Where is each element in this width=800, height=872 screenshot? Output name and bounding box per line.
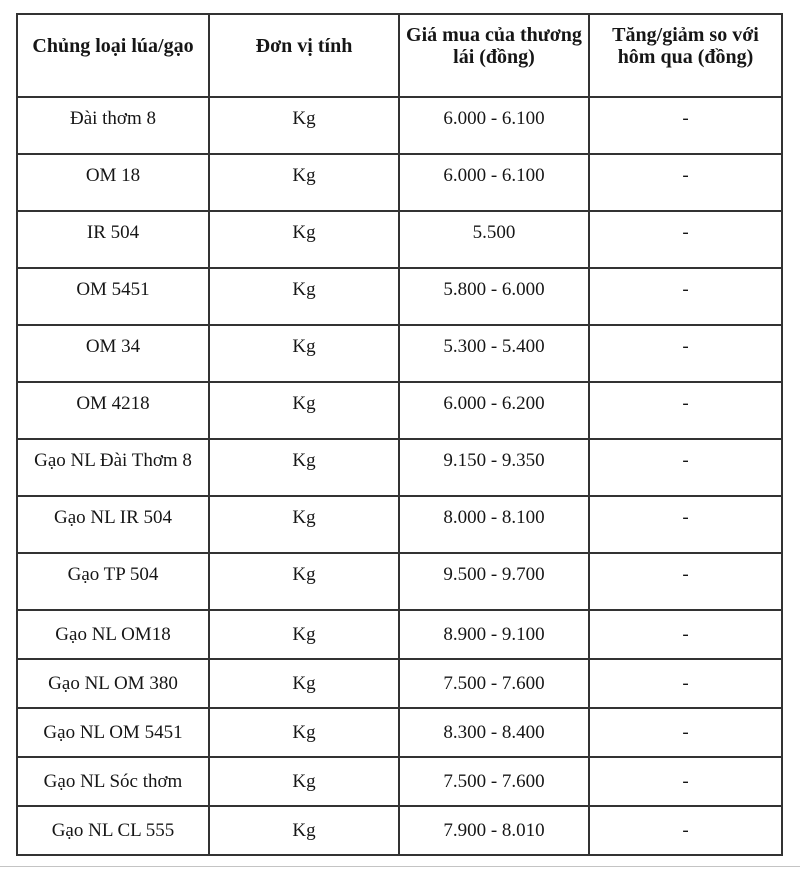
change-cell: - <box>589 325 782 382</box>
unit-cell: Kg <box>209 382 399 439</box>
rice-type-cell: Đài thơm 8 <box>17 97 209 154</box>
column-header-0: Chủng loại lúa/gạo <box>17 14 209 97</box>
price-cell: 6.000 - 6.100 <box>399 97 589 154</box>
rice-type-cell: IR 504 <box>17 211 209 268</box>
price-cell: 7.500 - 7.600 <box>399 757 589 806</box>
table-row <box>17 439 782 496</box>
table-row <box>17 325 782 382</box>
change-cell: - <box>589 382 782 439</box>
table-row <box>17 496 782 553</box>
price-cell: 7.900 - 8.010 <box>399 806 589 855</box>
rice-type-cell: Gạo TP 504 <box>17 553 209 610</box>
rice-type-cell: Gạo NL IR 504 <box>17 496 209 553</box>
column-header-2: Giá mua của thương lái (đồng) <box>399 14 589 97</box>
price-cell: 9.500 - 9.700 <box>399 553 589 610</box>
change-cell: - <box>589 659 782 708</box>
change-cell: - <box>589 610 782 659</box>
unit-cell: Kg <box>209 154 399 211</box>
rice-type-cell: OM 4218 <box>17 382 209 439</box>
price-cell: 5.300 - 5.400 <box>399 325 589 382</box>
unit-cell: Kg <box>209 757 399 806</box>
price-cell: 8.900 - 9.100 <box>399 610 589 659</box>
unit-cell: Kg <box>209 268 399 325</box>
table-row <box>17 268 782 325</box>
table-row <box>17 806 782 855</box>
change-cell: - <box>589 553 782 610</box>
table-row <box>17 154 782 211</box>
table-row <box>17 553 782 610</box>
unit-cell: Kg <box>209 610 399 659</box>
change-cell: - <box>589 806 782 855</box>
price-cell: 6.000 - 6.100 <box>399 154 589 211</box>
change-cell: - <box>589 757 782 806</box>
change-cell: - <box>589 268 782 325</box>
rice-type-cell: Gạo NL OM 5451 <box>17 708 209 757</box>
unit-cell: Kg <box>209 325 399 382</box>
rice-type-cell: Gạo NL OM18 <box>17 610 209 659</box>
change-cell: - <box>589 439 782 496</box>
rice-price-table <box>16 13 783 856</box>
table-row <box>17 382 782 439</box>
unit-cell: Kg <box>209 659 399 708</box>
change-cell: - <box>589 708 782 757</box>
rice-type-cell: Gạo NL Đài Thơm 8 <box>17 439 209 496</box>
bottom-rule <box>0 866 800 867</box>
table-row <box>17 97 782 154</box>
rice-type-cell: OM 34 <box>17 325 209 382</box>
price-cell: 9.150 - 9.350 <box>399 439 589 496</box>
table-row <box>17 757 782 806</box>
table-row <box>17 211 782 268</box>
unit-cell: Kg <box>209 496 399 553</box>
column-header-3: Tăng/giảm so với hôm qua (đồng) <box>589 14 782 97</box>
unit-cell: Kg <box>209 553 399 610</box>
unit-cell: Kg <box>209 806 399 855</box>
unit-cell: Kg <box>209 708 399 757</box>
change-cell: - <box>589 97 782 154</box>
price-cell: 7.500 - 7.600 <box>399 659 589 708</box>
price-cell: 6.000 - 6.200 <box>399 382 589 439</box>
unit-cell: Kg <box>209 97 399 154</box>
change-cell: - <box>589 211 782 268</box>
rice-type-cell: Gạo NL OM 380 <box>17 659 209 708</box>
change-cell: - <box>589 154 782 211</box>
unit-cell: Kg <box>209 439 399 496</box>
price-cell: 8.000 - 8.100 <box>399 496 589 553</box>
header-row <box>17 14 782 97</box>
rice-type-cell: Gạo NL Sóc thơm <box>17 757 209 806</box>
table-row <box>17 659 782 708</box>
unit-cell: Kg <box>209 211 399 268</box>
table-body <box>17 97 782 855</box>
price-cell: 5.500 <box>399 211 589 268</box>
rice-type-cell: OM 18 <box>17 154 209 211</box>
price-cell: 5.800 - 6.000 <box>399 268 589 325</box>
price-cell: 8.300 - 8.400 <box>399 708 589 757</box>
rice-type-cell: Gạo NL CL 555 <box>17 806 209 855</box>
change-cell: - <box>589 496 782 553</box>
rice-type-cell: OM 5451 <box>17 268 209 325</box>
table-row <box>17 708 782 757</box>
column-header-1: Đơn vị tính <box>209 14 399 97</box>
table-row <box>17 610 782 659</box>
